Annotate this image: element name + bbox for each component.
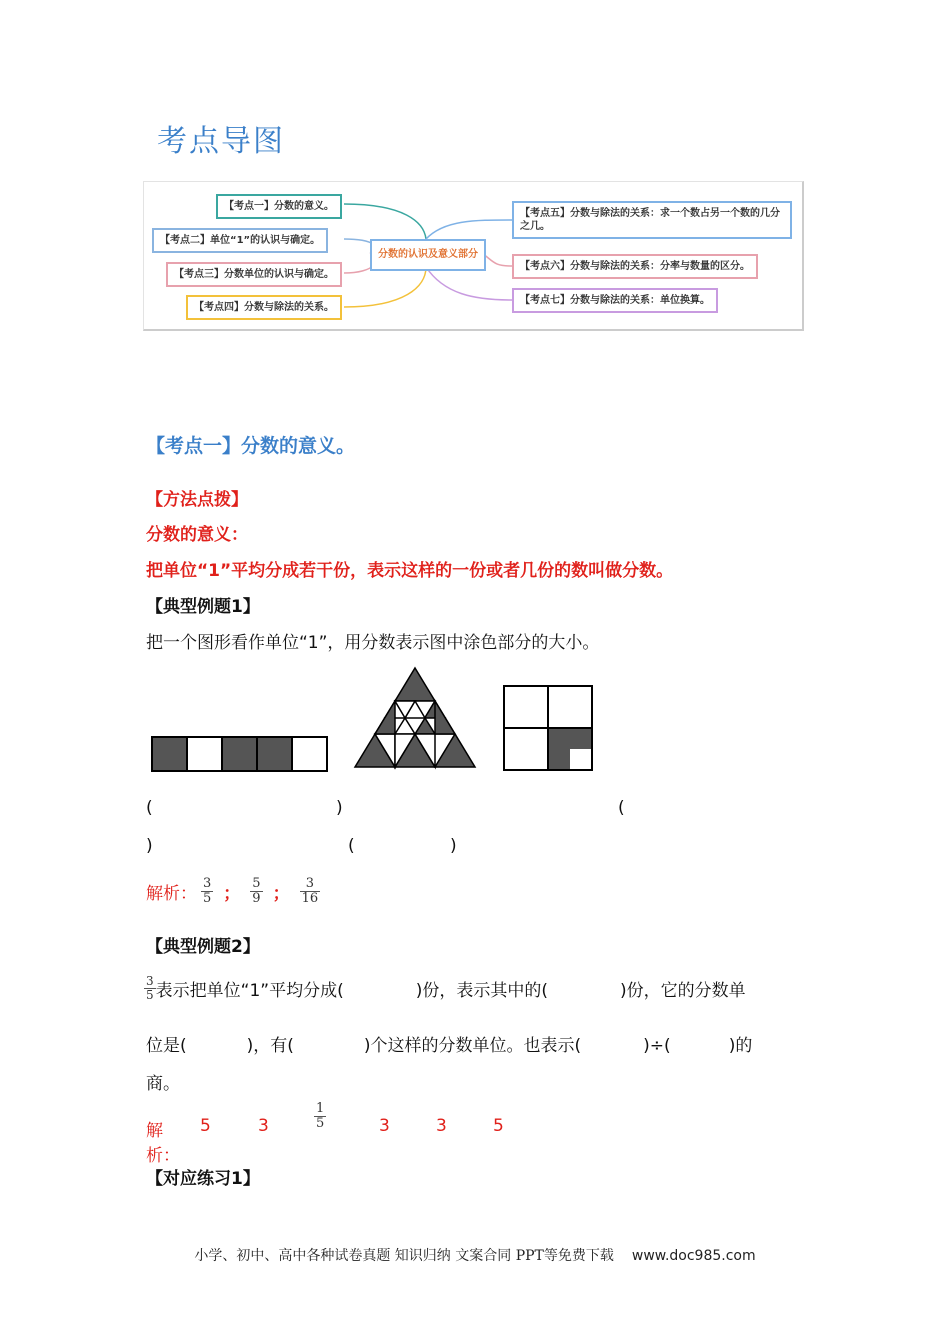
method-label: 【方法点拨】: [146, 490, 248, 510]
footer-text: 小学、初中、高中各种试卷真题 知识归纳 文案合同 PPT等免费下载: [194, 1248, 614, 1264]
answer-fraction: $\frac{1}{5}$: [316, 1101, 325, 1131]
practice-label: 【对应练习1】: [146, 1169, 260, 1189]
answer-value: 5: [493, 1116, 504, 1136]
text-segment: )份，表示其中的(: [415, 980, 548, 1001]
text-segment: )的: [728, 1036, 753, 1056]
footer: [0, 1245, 950, 1265]
answer-label: 解析：: [146, 1121, 180, 1166]
answer-value: 3: [258, 1116, 269, 1136]
example2-line3: 商。: [146, 1074, 180, 1094]
answer-separator: ；: [272, 883, 290, 904]
mindmap-node-3: 【考点三】分数单位的认识与确定。: [166, 262, 342, 287]
mindmap-node-7: 【考点七】分数与除法的关系：单位换算。: [512, 288, 718, 313]
rectangle-figure: [150, 735, 332, 775]
mindmap-node-4: 【考点四】分数与除法的关系。: [186, 295, 342, 320]
text-segment: )个这样的分数单位。也表示(: [363, 1036, 582, 1056]
definition-label: 分数的意义：: [146, 525, 248, 545]
blank-close-2: ): [146, 836, 153, 856]
section-heading: 【考点一】分数的意义。: [146, 435, 356, 457]
mindmap-node-6: 【考点六】分数与除法的关系：分率与数量的区分。: [512, 254, 758, 279]
triangle-figure: [353, 666, 477, 770]
mindmap-node-1: 【考点一】分数的意义。: [216, 194, 342, 219]
text-segment: )÷(: [643, 1036, 671, 1056]
example2-label: 【典型例题2】: [146, 937, 260, 957]
example1-label: 【典型例题1】: [146, 597, 260, 617]
blank-open-2: (: [618, 798, 625, 818]
answer-fraction-1: $\frac{3}{5}$: [203, 875, 212, 906]
example1-answer: [146, 870, 320, 912]
blank-close-3: ): [450, 836, 457, 856]
mind-map: [143, 181, 804, 331]
answer-value: 5: [200, 1116, 211, 1136]
blank-open-3: (: [348, 836, 355, 856]
blank-close-1: ): [336, 798, 343, 818]
mindmap-node-2: 【考点二】单位“1”的认识与确定。: [152, 228, 328, 253]
answer-value: 3: [436, 1116, 447, 1136]
definition-text: 把单位“1”平均分成若干份，表示这样的一份或者几份的数叫做分数。: [146, 561, 674, 581]
text-segment: )份，它的分数单: [619, 980, 746, 1001]
text-segment: )，有(: [246, 1036, 294, 1056]
square-figure: [502, 684, 594, 772]
blank-open-1: (: [146, 798, 153, 818]
answer-separator: ；: [223, 883, 241, 904]
example2-fraction: $\frac{3}{5}$: [146, 973, 154, 1002]
answer-label: 解析：: [146, 883, 197, 904]
answer-fraction-2: $\frac{5}{9}$: [252, 875, 261, 906]
mindmap-center: 分数的认识及意义部分: [370, 239, 486, 271]
example2-line2: [146, 1031, 752, 1056]
text-segment: 表示把单位“1”平均分成(: [155, 980, 344, 1001]
page-title: 考点导图: [157, 124, 285, 159]
example1-question: 把一个图形看作单位“1”，用分数表示图中涂色部分的大小。: [146, 633, 600, 653]
footer-url[interactable]: www.doc985.com: [631, 1248, 756, 1264]
example2-line1: [144, 968, 746, 1008]
answer-value: 3: [379, 1116, 390, 1136]
answer-fraction-3: $\frac{3}{16}$: [301, 875, 319, 906]
text-segment: 位是(: [146, 1036, 187, 1056]
mindmap-node-5: 【考点五】分数与除法的关系：求一个数占另一个数的几分之几。: [512, 201, 792, 239]
